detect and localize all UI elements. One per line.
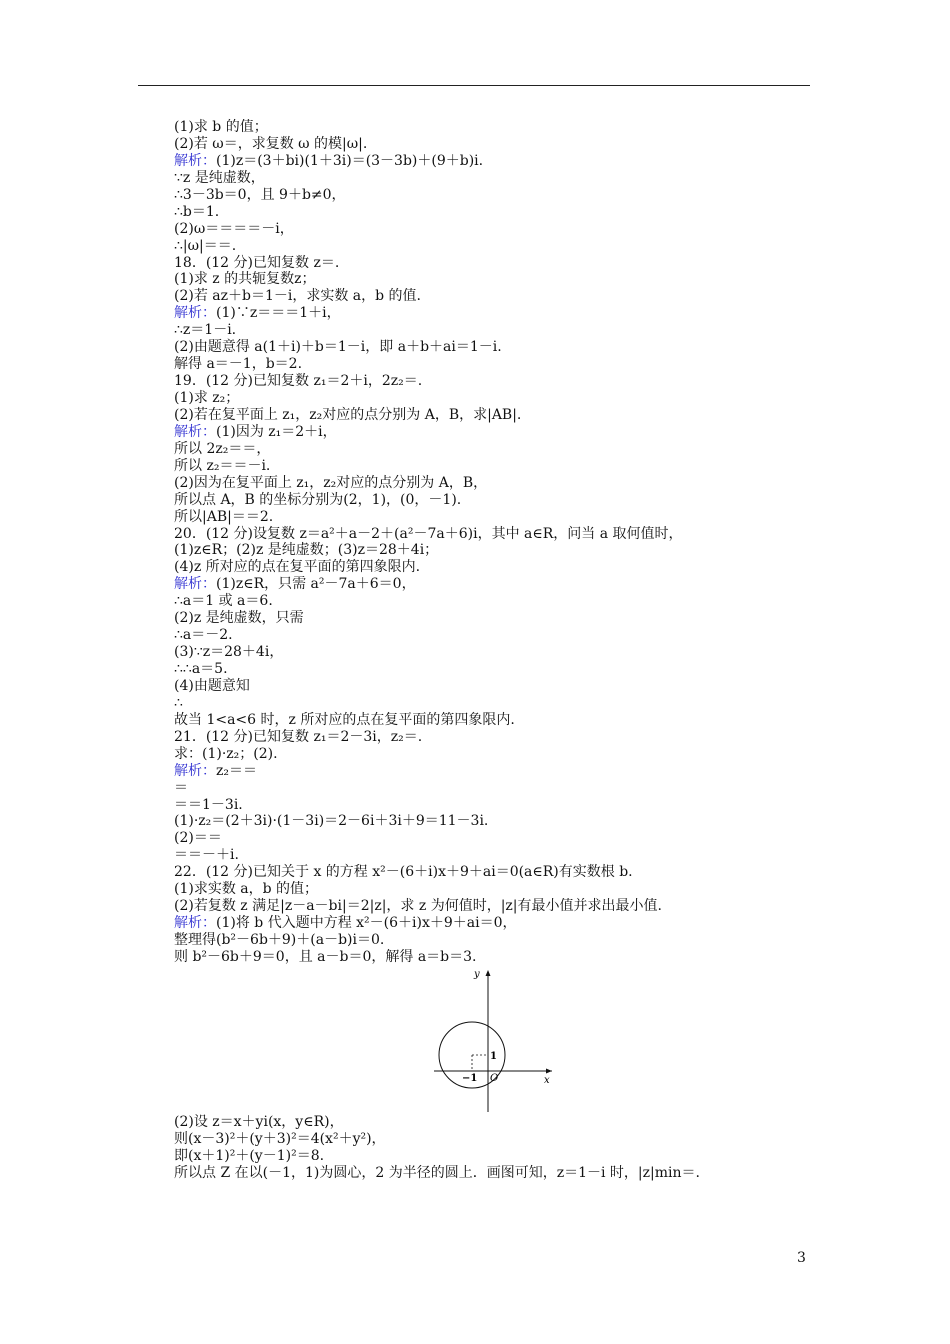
page-number: 3 bbox=[797, 1250, 806, 1266]
line-text: (1)求 b 的值； bbox=[174, 119, 268, 135]
line-text: (2)若在复平面上 z₁，z₂对应的点分别为 A，B，求|AB|. bbox=[174, 406, 522, 423]
text-line bbox=[174, 864, 814, 881]
line-text: (1)z＝(3＋bi)(1＋3i)＝(3－3b)＋(9＋b)i. bbox=[216, 152, 484, 169]
analysis-label: 解析： bbox=[174, 152, 216, 169]
line-text: z₂＝＝ bbox=[216, 762, 257, 779]
text-line bbox=[174, 305, 814, 322]
line-text: (2)若复数 z 满足|z－a－bi|＝2|z|，求 z 为何值时，|z|有最小值并求出最小值. bbox=[174, 898, 662, 915]
circle-figure bbox=[174, 966, 814, 1114]
text-line bbox=[174, 898, 814, 915]
text-line bbox=[174, 170, 814, 187]
text-line bbox=[174, 136, 814, 153]
text-line bbox=[174, 119, 814, 136]
text-line bbox=[174, 763, 814, 780]
y-axis-label: y bbox=[474, 968, 480, 980]
analysis-label: 解析： bbox=[174, 915, 216, 932]
text-line bbox=[174, 576, 814, 593]
line-text: (2)z 是纯虚数，只需 bbox=[174, 610, 304, 627]
line-text: (1)因为 z₁＝2＋i， bbox=[216, 423, 337, 440]
line-text: (4)z 所对应的点在复平面的第四象限内. bbox=[174, 559, 421, 576]
text-line bbox=[174, 255, 814, 272]
line-text: 21．(12 分)已知复数 z₁＝2－3i，z₂＝. bbox=[174, 728, 423, 745]
line-text: ＝ bbox=[174, 779, 188, 796]
line-text: ∴z＝1－i. bbox=[174, 322, 237, 339]
text-line bbox=[174, 542, 814, 559]
text-line bbox=[174, 221, 814, 238]
text-line bbox=[174, 627, 814, 644]
analysis-label: 解析： bbox=[174, 576, 216, 593]
text-block-before-figure bbox=[174, 119, 814, 966]
minus-one-label: −1 bbox=[462, 1072, 478, 1084]
text-line bbox=[174, 390, 814, 407]
text-line bbox=[174, 271, 814, 288]
text-line bbox=[174, 847, 814, 864]
line-text: (1)z∈R；(2)z 是纯虚数；(3)z＝28＋4i； bbox=[174, 542, 439, 559]
header-rule bbox=[138, 85, 810, 86]
text-line bbox=[174, 559, 814, 576]
line-text: (2)因为在复平面上 z₁，z₂对应的点分别为 A，B， bbox=[174, 474, 488, 491]
complex-plane-diagram bbox=[428, 966, 558, 1114]
line-text: 即(x＋1)²＋(y－1)²＝8. bbox=[174, 1147, 325, 1164]
text-line bbox=[174, 407, 814, 424]
line-text: 所以点 Z 在以(－1，1)为圆心，2 为半径的圆上．画图可知，z＝1－i 时，|z|min＝. bbox=[174, 1164, 700, 1181]
text-block-after-figure bbox=[174, 1114, 814, 1182]
line-text: 则 b²－6b＋9＝0，且 a－b＝0，解得 a＝b＝3. bbox=[174, 948, 477, 965]
text-line bbox=[174, 593, 814, 610]
text-line bbox=[174, 797, 814, 814]
line-text: ∴ bbox=[174, 694, 183, 711]
text-line bbox=[174, 712, 814, 729]
text-line bbox=[174, 644, 814, 661]
text-line bbox=[174, 729, 814, 746]
text-line bbox=[174, 424, 814, 441]
text-line bbox=[174, 780, 814, 797]
line-text: 所以点 A，B 的坐标分别为(2，1)，(0，－1). bbox=[174, 491, 462, 508]
line-text: (1)求 z₂； bbox=[174, 390, 240, 406]
line-text: (1)z∈R，只需 a²－7a＋6＝0， bbox=[216, 576, 416, 593]
line-text: (3)∵z＝28＋4i， bbox=[174, 644, 284, 661]
line-text: 18．(12 分)已知复数 z＝. bbox=[174, 254, 340, 271]
line-text: ＝＝－＋i. bbox=[174, 847, 239, 864]
line-text: (1)求 z 的共轭复数z； bbox=[174, 271, 316, 288]
line-text: (1)求实数 a，b 的值； bbox=[174, 881, 319, 898]
line-text: (1)∵z＝＝＝1＋i， bbox=[216, 305, 341, 322]
line-text: ∵z 是纯虚数， bbox=[174, 169, 265, 186]
x-axis-label: x bbox=[544, 1074, 550, 1086]
text-line bbox=[174, 238, 814, 255]
line-text: 所以 2z₂＝＝， bbox=[174, 440, 271, 457]
line-text: ∴|ω|＝＝. bbox=[174, 237, 237, 254]
text-line bbox=[174, 153, 814, 170]
analysis-label: 解析： bbox=[174, 762, 216, 779]
text-line bbox=[174, 1131, 814, 1148]
text-line bbox=[174, 830, 814, 847]
y-axis-arrow bbox=[486, 970, 491, 976]
text-line bbox=[174, 746, 814, 763]
line-text: 所以 z₂＝＝－i. bbox=[174, 457, 271, 474]
text-line bbox=[174, 509, 814, 526]
text-line bbox=[174, 288, 814, 305]
line-text: 20．(12 分)设复数 z＝a²＋a－2＋(a²－7a＋6)i，其中 a∈R，问当 a 取何值时， bbox=[174, 525, 683, 542]
line-text: (2)由题意得 a(1＋i)＋b＝1－i，即 a＋b＋ai＝1－i. bbox=[174, 339, 502, 356]
line-text: (2)若 az＋b＝1－i，求实数 a，b 的值. bbox=[174, 288, 422, 305]
text-line bbox=[174, 339, 814, 356]
text-line bbox=[174, 373, 814, 390]
line-text: ∴a＝1 或 a＝6. bbox=[174, 593, 273, 610]
line-text: ∴b＝1. bbox=[174, 203, 220, 220]
text-line bbox=[174, 441, 814, 458]
x-axis-arrow bbox=[546, 1068, 552, 1073]
line-text: (2)若 ω＝，求复数 ω 的模|ω|. bbox=[174, 135, 368, 152]
text-line bbox=[174, 1165, 814, 1182]
text-line bbox=[174, 678, 814, 695]
text-line bbox=[174, 661, 814, 678]
line-text: 19．(12 分)已知复数 z₁＝2＋i，2z₂＝. bbox=[174, 373, 423, 390]
line-text: 解得 a＝－1，b＝2. bbox=[174, 356, 303, 373]
line-text: (4)由题意知 bbox=[174, 677, 250, 694]
line-text: ∴3－3b＝0，且 9＋b≠0， bbox=[174, 186, 346, 203]
line-text: (2)ω＝＝＝＝－i， bbox=[174, 220, 294, 237]
line-text: 22．(12 分)已知关于 x 的方程 x²－(6＋i)x＋9＋ai＝0(a∈R)有实数根 b. bbox=[174, 864, 633, 881]
text-line bbox=[174, 475, 814, 492]
line-text: 故当 1<a<6 时，z 所对应的点在复平面的第四象限内. bbox=[174, 711, 515, 728]
line-text: ∴∴a＝5. bbox=[174, 661, 228, 677]
text-line bbox=[174, 1148, 814, 1165]
analysis-label: 解析： bbox=[174, 305, 216, 322]
text-line bbox=[174, 187, 814, 204]
line-text: ∴a＝－2. bbox=[174, 627, 233, 644]
text-line bbox=[174, 322, 814, 339]
line-text: (1)·z₂＝(2＋3i)·(1－3i)＝2－6i＋3i＋9＝11－3i. bbox=[174, 813, 489, 830]
line-text: (2)＝＝ bbox=[174, 830, 222, 847]
line-text: 整理得(b²－6b＋9)＋(a－b)i＝0. bbox=[174, 932, 385, 948]
text-line bbox=[174, 915, 814, 932]
text-line bbox=[174, 932, 814, 949]
text-line bbox=[174, 356, 814, 373]
line-text: (2)设 z＝x＋yi(x，y∈R)， bbox=[174, 1113, 344, 1130]
text-line bbox=[174, 492, 814, 509]
text-line bbox=[174, 881, 814, 898]
document-body bbox=[174, 119, 814, 1182]
line-text: 求：(1)·z₂；(2). bbox=[174, 745, 278, 762]
line-text: (1)将 b 代入题中方程 x²－(6＋i)x＋9＋ai＝0， bbox=[216, 915, 517, 932]
line-text: 所以|AB|＝＝2. bbox=[174, 508, 274, 525]
text-line bbox=[174, 695, 814, 712]
line-text: 则(x－3)²＋(y＋3)²＝4(x²＋y²)， bbox=[174, 1130, 386, 1147]
line-text: ＝＝1－3i. bbox=[174, 796, 243, 813]
text-line bbox=[174, 610, 814, 627]
text-line bbox=[174, 458, 814, 475]
origin-label: O bbox=[490, 1072, 499, 1084]
text-line bbox=[174, 813, 814, 830]
text-line bbox=[174, 949, 814, 966]
one-label: 1 bbox=[490, 1050, 497, 1062]
text-line bbox=[174, 526, 814, 543]
analysis-label: 解析： bbox=[174, 423, 216, 440]
text-line bbox=[174, 204, 814, 221]
text-line bbox=[174, 1114, 814, 1131]
